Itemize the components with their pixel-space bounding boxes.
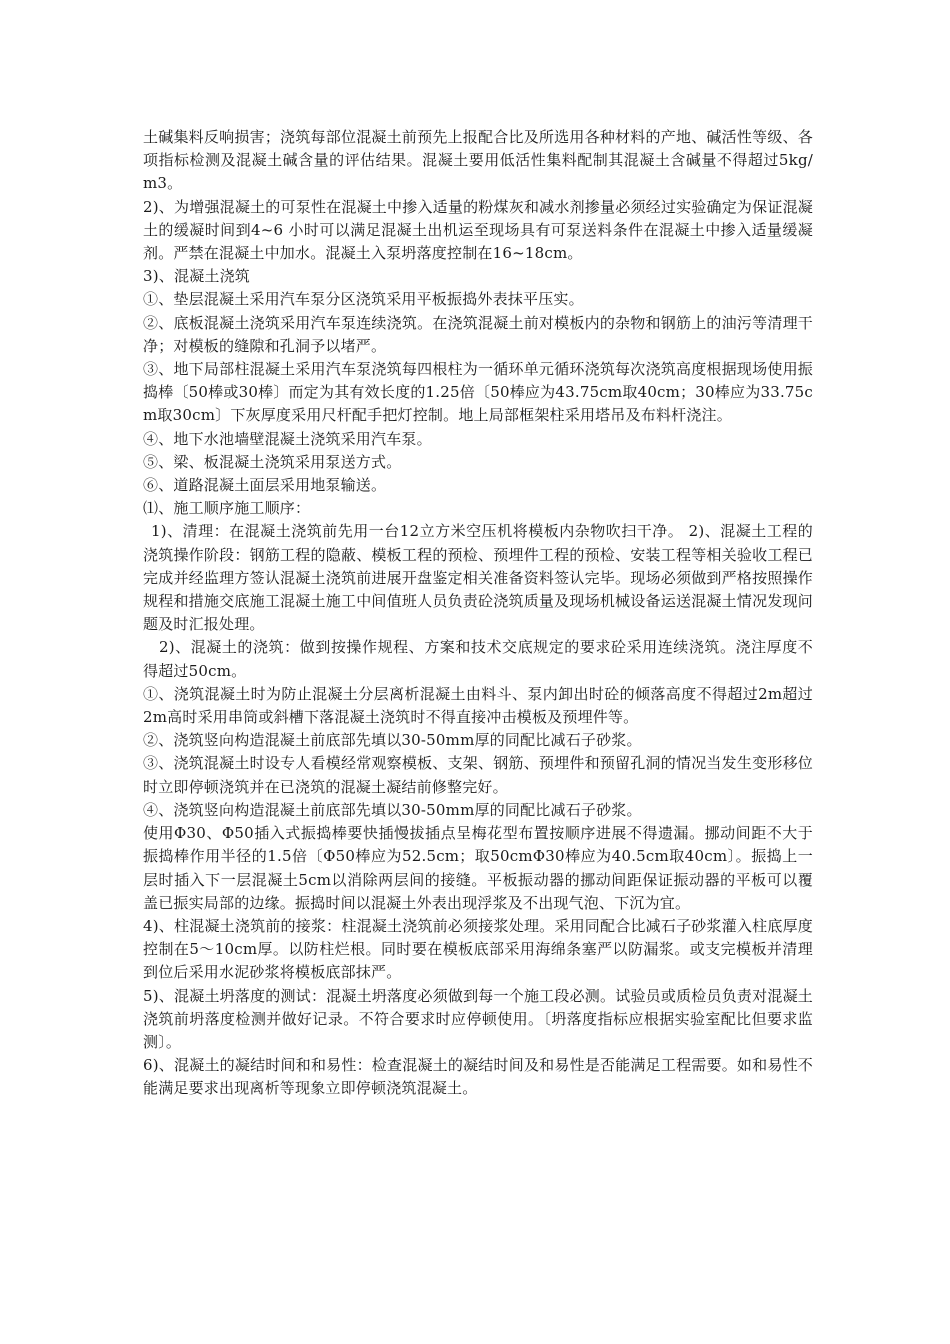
heading-concrete-pouring: 3)、混凝土浇筑 <box>143 267 250 286</box>
list-item-vertical-mortar-repeat: ④、浇筑竖向构造混凝土前底部先填以30-50mm厚的同配比减石子砂浆。 <box>143 800 642 819</box>
paragraph-vibrator-usage: 使用Φ30、Φ50插入式振捣棒要快插慢拔插点呈梅花型布置按顺序进展不得遗漏。挪动间距不大于振捣棒作用半径的1.5倍〔Φ50棒应为52.5cm；取50cmΦ30棒应为40.5cm取40cm〕。振捣上一层时插入下一层混凝土5cm以消除两层间的接缝。平板振动器的挪动间距保证振动器的平板可以覆盖已振实局部的边缘。振捣时间以混凝土外表出现浮浆及不出现气泡、下沉为宜。 <box>143 824 813 912</box>
paragraph-pumpability: 2)、为增强混凝土的可泵性在混凝土中掺入适量的粉煤灰和减水剂掺量必须经过实验确定为保证混凝土的缓凝时间到4~6 小时可以满足混凝土出机运至现场具有可泵送料条件在混凝土中掺入适量缓凝剂。严禁在混凝土中加水。混凝土入泵坍落度控制在16~18cm。 <box>143 197 813 263</box>
paragraph-cleaning-and-operation: 1)、清理：在混凝土浇筑前先用一台12立方米空压机将模板内杂物吹扫干净。 2)、混凝土工程的浇筑操作阶段：钢筋工程的隐蔽、模板工程的预检、预埋件工程的预检、安装工程等相关验收工程已完成并经监理方签认混凝土浇筑前进展开盘鉴定相关准备资料签认完毕。现场必须做到严格按照操作规程和措施交底施工混凝土施工中间值班人员负责砼浇筑质量及现场机械设备运送混凝土情况发现问题及时汇报处理。 <box>143 522 813 634</box>
paragraph-alkali-aggregate: 土碱集料反响损害；浇筑每部位混凝土前预先上报配合比及所选用各种材料的产地、碱活性等级、各项指标检测及混凝土碱含量的评估结果。混凝土要用低活性集料配制其混凝土含碱量不得超过5kg/m3。 <box>143 128 813 193</box>
list-item-underground-columns: ③、地下局部柱混凝土采用汽车泵浇筑每四根柱为一循环单元循环浇筑每次浇筑高度根据现场使用振捣棒〔50棒或30棒〕而定为其有效长度的1.25倍〔50棒应为43.75cm取40cm；30棒应为33.75cm取30cm〕下灰厚度采用尺杆配手把灯控制。地上局部框架柱采用塔吊及布料杆浇注。 <box>143 360 813 425</box>
list-item-pool-walls: ④、地下水池墙壁混凝土浇筑采用汽车泵。 <box>143 429 432 448</box>
paragraph-slump-test: 5)、混凝土坍落度的测试：混凝土坍落度必须做到每一个施工段必测。试验员或质检员负责对混凝土浇筑前坍落度检测并做好记录。不符合要求时应停顿使用。〔坍落度指标应根据实验室配比但要求监测〕。 <box>143 986 813 1051</box>
paragraph-column-grouting: 4)、柱混凝土浇筑前的接浆：柱混凝土浇筑前必须接浆处理。采用同配合比减石子砂浆灌入柱底厚度控制在5～10cm厚。以防柱烂根。同时要在模板底部采用海绵条塞严以防漏浆。或支完模板并清理到位后采用水泥砂浆将模板底部抹严。 <box>143 916 813 982</box>
paragraph-setting-time: 6)、混凝土的凝结时间和和易性：检查混凝土的凝结时间及和易性是否能满足工程需要。如和易性不能满足要求出现离析等现象立即停顿浇筑混凝土。 <box>143 1056 813 1098</box>
list-item-floor-slab: ②、底板混凝土浇筑采用汽车泵连续浇筑。在浇筑混凝土前对模板内的杂物和钢筋上的油污等清理干净；对模板的缝隙和孔洞予以堵严。 <box>143 313 813 355</box>
list-item-segregation: ①、浇筑混凝土时为防止混凝土分层离析混凝土由料斗、泵内卸出时砼的倾落高度不得超过2m超过2m高时采用串筒或斜槽下落混凝土浇筑时不得直接冲击模板及预埋件等。 <box>143 684 813 727</box>
list-item-road-surface: ⑥、道路混凝土面层采用地泵输送。 <box>143 476 387 495</box>
list-item-beams-slabs: ⑤、梁、板混凝土浇筑采用泵送方式。 <box>143 452 402 471</box>
heading-construction-sequence: ⑴、施工顺序施工顺序： <box>143 499 311 518</box>
document-body <box>143 126 813 1101</box>
list-item-formwork-watch: ③、浇筑混凝土时设专人看模经常观察模板、支架、钢筋、预埋件和预留孔洞的情况当发生变形移位时立即停顿浇筑并在已浇筑的混凝土凝结前修整完好。 <box>143 754 813 796</box>
list-item-vertical-mortar: ②、浇筑竖向构造混凝土前底部先填以30-50mm厚的同配比减石子砂浆。 <box>143 731 642 750</box>
list-item-cushion-layer: ①、垫层混凝土采用汽车泵分区浇筑采用平板振捣外表抹平压实。 <box>143 290 584 309</box>
paragraph-concrete-pouring-rules: 2)、混凝土的浇筑：做到按操作规程、方案和技术交底规定的要求砼采用连续浇筑。浇注厚度不得超过50cm。 <box>143 638 813 680</box>
